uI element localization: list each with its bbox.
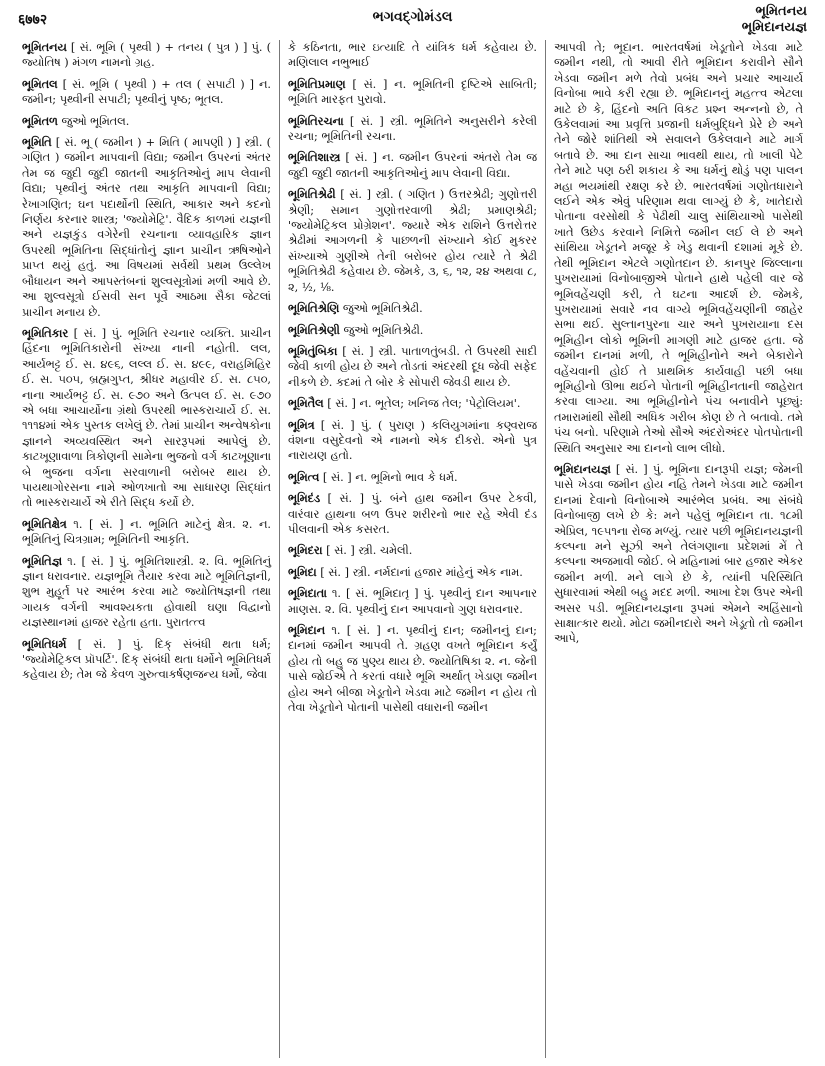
dictionary-entry (288, 301, 537, 316)
entry-definition: [ સં. ] સ્ત્રી. ( ગણિત ) ઉત્તરશ્રેઢી; ગુણોત્તરી શ્રેણી; સમાન ગુણોત્તરવાળી શ્રેઢી; પ્રમાણશ્રેઢી; 'જ્યોમેટ્રિકલ પ્રોગ્રેશન'. જ્યારે એક રાશિને ઉત્તરોત્તર શ્રેઢીમાં આગળની કે પાછળની સંખ્યાને કોઈ મુકરર સંખ્યાએ ગુણીએ તેની બરોબર હોય ત્યારે તે શ્રેઢી ભૂમિતિશ્રેઢી કહેવાય છે. જેમકે, ૩, ૬, ૧૨, ૨૪ અથવા ૮, ૨, ½, ⅛. (288, 188, 538, 294)
page-header (18, 4, 807, 38)
entry-definition: ૧. [ સં. ભૂમિદાતૃ ] પું. પૃથ્વીનું દાન આપનાર માણસ. ૨. વિ. પૃથ્વીનું દાન આપવાનો ગુણ ધરાવનાર. (288, 587, 537, 616)
dictionary-entry (22, 637, 271, 683)
entry-definition: કે કઠિનતા, ભાર ઇત્યાદિ તે યાંત્રિક ધર્મ કહેવાય છે. મણિલાલ નભુભાઈ (288, 41, 537, 70)
entry-definition: [ સં. ] સ્ત્રી. નર્મદાનાં હજાર માંહેનું એક નામ. (320, 565, 523, 579)
entry-definition: [ સં. ] સ્ત્રી. ભૂમિતિને અનુસરીને કરેલી રચના; ભૂમિતિની રચના. (288, 114, 538, 144)
dictionary-entry (288, 344, 537, 390)
dictionary-entry (288, 114, 537, 145)
dictionary-entry (288, 586, 537, 617)
page-number: ६७७२ (18, 12, 48, 28)
dictionary-entry (288, 623, 537, 715)
entry-headword: ભૂમિદા (288, 564, 317, 579)
dictionary-entry (288, 470, 537, 485)
entry-headword: ભૂમિતિશ્રેણી (288, 322, 340, 337)
dictionary-entry (288, 565, 537, 580)
entry-definition: જુઓ ભૂમિતિશ્રેઢી. (342, 302, 423, 316)
dictionary-entry (22, 326, 271, 511)
dictionary-entry (288, 418, 537, 464)
entry-headword: ભૂમિદાન (288, 623, 326, 637)
entry-headword: ભૂમિતિપ્રમાણ (288, 76, 346, 91)
book-title: ભગવદ્ગોમંડલ (372, 9, 453, 25)
entry-definition: [ સં. ભૂ ( જમીન ) + મિતિ ( માપણી ) ] સ્ત્રી. ( ગણિત ) જમીન માપવાની વિદ્યા; જમીન ઉપરનાં અંતર તેમ જ જુદી જુદી જાતની આકૃતિઓનું માપ લેવાની વિદ્યા; પૃથ્વીનું અંતર તથા આકૃતિ માપવાની વિદ્યા; રેખાગણિત; ઘન પદાર્થોની સ્થિતિ, આકાર અને કદનો નિર્ણય કરનાર શાસ્ત્ર; 'જ્યોમેટ્રિ'. વૈદિક કાળમાં યજ્ઞની અને યજ્ઞકુંડ વગેરેની રચનાના વ્યાવહારિક જ્ઞાન ઉપરથી ભૂમિતિના સિદ્ધાંતોનું જ્ઞાન પ્રાચીન ઋષિઓને પ્રાપ્ત થયું હતું. આ વિષયમાં સર્વથી પ્રથમ ઉલ્લેખ બૌધાયન અને આપસ્તંબનાં શુલ્વસૂત્રોમાં મળી આવે છે. આ શુલ્વસૂત્રો ઈસવી સન પૂર્વે આઠમા સૈકા જેટલાં પ્રાચીન મનાય છે. (22, 136, 271, 319)
entry-definition: [ સં. ] પું. બંને હાથ જમીન ઉપર ટેકવી, વારંવાર હાથના બળ ઉપર શરીરનો ભાર રહે એવી દંડ પીલવાની એક કસરત. (288, 492, 538, 536)
entry-headword: ભૂમિતિરચના (288, 113, 344, 128)
entry-definition: [ સં. ભૂમિ ( પૃથ્વી ) + તનય ( પુત્ર ) ] પું. ( જ્યોતિષ ) મંગળ નામનો ગ્રહ. (22, 41, 272, 70)
entry-headword: ભૂમિતિશાસ્ત્ર (288, 150, 341, 165)
entry-headword: ભૂમિતિકાર (22, 325, 69, 340)
entry-definition: ૧. [ સં. ] ન. પૃથ્વીનું દાન; જમીનનું દાન; દાનમાં જમીન આપવી તે. ગ્રહણ વખતે ભૂમિદાન કર્યું હોય તો બહુ જ પુણ્ય થાય છે. જ્યોતિષિકા ૨. ન. જેની પાસે જોઈએ તે કરતાં વધારે ભૂમિ અર્થાત્ ખેડાણ જમીન હોય અને બીજા ખેડૂતોને ખેડવા માટે જમીન ન હોય તો તેવા ખેડૂતોને પોતાની પાસેથી વધારાની જમીન (288, 624, 537, 715)
dictionary-entry (288, 40, 537, 71)
entry-definition: [ સં. ] પું. દિક્ સંબંધી થતા ધર્મ; 'જ્યોમેટ્રિકલ પ્રૉપર્ટિ'. દિક્ સંબંધી થતા ધર્મોને ભૂમિતિધર્મ કહેવાય છે; તેમ જે કેવળ ગુરુત્વાકર્ષણજન્ય ધર્મો, જેવા (22, 637, 271, 682)
entry-headword: ભૂમિદંડ (288, 491, 321, 506)
dictionary-entry (288, 150, 537, 181)
dictionary-entry (554, 462, 803, 647)
entry-headword: ભૂમિત્વ (288, 469, 320, 484)
guide-word-first: ભૂમિતનય (755, 4, 807, 19)
dictionary-entry (288, 396, 537, 411)
entry-headword: ભૂમિદાતા (288, 586, 327, 601)
entry-headword: ભૂમિદાનયજ્ઞ (554, 461, 611, 476)
dictionary-entry (22, 135, 271, 320)
dictionary-entry (288, 491, 537, 537)
entry-headword: ભૂમિતિજ્ઞ (22, 553, 62, 568)
dictionary-entry (22, 77, 271, 108)
entry-headword: ભૂમિતિ (22, 135, 52, 150)
entry-headword: ભૂમિતિધર્મ (22, 636, 67, 651)
entry-definition: જુઓ ભૂમિતલ. (61, 114, 130, 128)
entry-definition: [ સં. ભૂમિ ( પૃથ્વી ) + તલ ( સપાટી ) ] ન. જમીન; પૃથ્વીની સપાટી; પૃથ્વીનું પૃષ્ઠ; ભૂતલ. (22, 77, 272, 107)
entry-definition: ૧. [ સં. ] પું. ભૂમિતિશાસ્ત્રી. ૨. વિ. ભૂમિતિનું જ્ઞાન ધરાવનાર. યજ્ઞભૂમિ તૈયાર કરવા માટે ભૂમિતિજ્ઞની, શુભ મુહૂર્ત પર આરંભ કરવા માટે જ્યોતિષજ્ઞની તથા ગાયક વર્ગની આવશ્યકતા હોવાથી ઘણા વિદ્વાનો યજ્ઞસ્થાનમાં હાજર રહેતા હતા. પુરાતત્ત્વ (22, 554, 271, 630)
entry-definition: [ સં. ] પું. ભૂમિતિ રચનાર વ્યક્તિ. પ્રાચીન હિંદના ભૂમિતિકારોની સંખ્યા નાની નહોતી. લલ, આર્યભટ્ટ ઈ. સ. ૪૯૬, લલ્લ ઈ. સ. ૪૯૯, વરાહમિહિર ઈ. સ. ૫૦૫, બ્રહ્મગુપ્ત, શ્રીધર મહાવીર ઈ. સ. ૮૫૦, નાના આર્યભટ્ટ ઈ. સ. ૯૭૦ અને ઉત્પલ ઈ. સ. ૯૭૦ એ બધા આચાર્યોના ગ્રંથો ઉપરથી ભાસ્કરાચાર્યે ઈ. સ. ૧૧૧૪માં એક પુસ્તક લખેલું છે. તેમાં પ્રાચીન અન્વેષકોના જ્ઞાનને અવ્યવસ્થિત અને સારરૂપમાં આપેલું છે. કાટખૂણાવાળા ત્રિકોણની સામેના ભુજનો વર્ગ કાટખૂણાના બે ભુજના વર્ગના સરવાળાની બરોબર થાય છે. પાયથાગોરસના નામે ઓળખાતો આ સાધારણ સિદ્ધાંત તો ભાસ્કરાચાર્યે એ રીતે સિદ્ધ કર્યો છે. (22, 326, 271, 510)
entry-headword: ભૂમિતિશ્રેણિ (288, 301, 340, 316)
entry-headword: ભૂમિતનય (22, 40, 67, 54)
entry-definition: [ સં. ] ન. ભૂમિતિની દૃષ્ટિએ સાબિતી; ભૂમિતિ મારફત પુરાવો. (288, 77, 537, 107)
dictionary-entry (22, 554, 271, 631)
column-1 (14, 40, 279, 1058)
column-2 (279, 40, 545, 1058)
column-3 (545, 40, 811, 1058)
guide-word-last: ભૂમિદાનયજ્ઞ (741, 20, 807, 35)
entry-definition: જુઓ ભૂમિતિશ્રેઢી. (343, 323, 424, 337)
dictionary-entry (288, 543, 537, 558)
dictionary-entry (22, 40, 271, 71)
columns (14, 40, 811, 1058)
entry-headword: ભૂમિતિશ્રેઢી (288, 187, 336, 202)
entry-definition: [ સં. ] સ્ત્રી. પાતાળતુંબડી. તે ઉપરથી સાદી જેવી કાળી હોય છે અને તોડતાં અંદરથી દૂધ જેવી સફેદ નીકળે છે. કદમાં તે બોર કે સોપારી જેવડી થાય છે. (288, 344, 537, 389)
entry-definition: [ સં. ] ન. ભૂમિનો ભાવ કે ધર્મ. (322, 470, 458, 484)
entry-headword: ભૂમિતુંબિકા (288, 343, 338, 358)
entry-definition: [ સં. ] ન. જમીન ઉપરનાં અંતરો તેમ જ જુદી જુદી જાતની આકૃતિઓનું માપ લેવાની વિદ્યા. (288, 151, 537, 180)
entry-headword: ભૂમિતળ (22, 113, 58, 128)
entry-headword: ભૂમિત્ર (288, 417, 315, 432)
guide-words (742, 4, 807, 36)
entry-headword: ભૂમિતલ (22, 76, 58, 91)
dictionary-entry (22, 114, 271, 129)
entry-definition: [ સં. ] પું. ભૂમિના દાનરૂપી યજ્ઞ; જેમની પાસે ખેડવા જમીન હોય નહિ તેમને ખેડવા માટે જમીન દાનમાં દેવાનો વિનોબાએ આરંભેલ પ્રબંધ. આ સંબંધે વિનોબાજી લખે છે કે: મને પહેલું ભૂમિદાન તા. ૧૮મી એપ્રિલ, ૧૯૫૧ના રોજ મળ્યું. ત્યાર પછી ભૂમિદાનયજ્ઞની કલ્પના મને સૂઝી અને તેલંગણાના પ્રદેશમાં મેં તે કલ્પના અજમાવી જોઈ. બે મહિનામાં બાર હજાર એકર જમીન મળી. મને લાગે છે કે, ત્યાંની પરિસ્થિતિ સુધારવામાં એથી બહુ મદદ મળી. આખા દેશ ઉપર એની અસર પડી. ભૂમિદાનયજ્ઞના રૂપમાં એમને અહિંસાનો સાક્ષાત્કાર થયો. મોટા જમીનદારો અને ખેડૂતો તો જમીન આપે, (554, 462, 803, 646)
entry-definition: [ સં. ] પું. ( પુરાણ ) કલિયુગમાંના કણ્વરાજ વંશના વસુદેવનો એ નામનો એક દીકરો. એનો પુત્ર નારાયણ હતો. (288, 418, 537, 463)
dictionary-entry (288, 323, 537, 338)
entry-definition: આપવી તે; ભૂદાન. ભારતવર્ષમાં ખેડૂતોને ખેડવા માટે જમીન નથી, તો આવી રીતે ભૂમિદાન કરાવીને સૌને ખેડવા જમીન મળે તેવો પ્રબંધ અને પ્રચાર આચાર્ય વિનોબા ભાવે કરી રહ્યા છે. ભૂમિદાનનું મહત્ત્વ એટલા માટે છે કે, હિંદનો અતિ વિકટ પ્રશ્ન અન્નનો છે, તે ઉકેલવામાં આ પ્રવૃત્તિ પ્રજાની ધર્મબુદ્ધિને પ્રેરે છે અને તેને જોરે શાંતિથી એ સવાલને ઉકેલવાને માટે માર્ગ બતાવે છે. આ દાન સાચા ભાવથી થાય, તો ખાલી પેટે તેને માટે પણ ઠરી શકાય કે આ ધર્મનું થોડું પણ પાલન મહા ભયમાંથી રક્ષણ કરે છે. ભારતવર્ષમાં ગણોતધારાને લઈને એક એવું પરિણામ થવા લાગ્યું છે કે, ખાતેદારો પોતાના વરસોથી કે પેઢીથી ચાલુ સાંથિયાઓ પાસેથી ખાતે ઉછેડ કરવાને નિમિત્તે જમીન લઈ લે છે અને સાંથિયા ખેડૂતને મજૂર કે ખેડુ થવાની દશામાં મૂકે છે. તેથી ભૂમિદાન એટલે ગણોતદાન છે. કાનપુર જિલ્લાના પુખરાયામાં વિનોબાજીએ પોતાને હાથે પહેલી વાર જે ભૂમિવહેંચણી કરી, તે ઘટના આદર્શ છે. જેમકે, પુખરાયામાં સવારે નવ વાગ્યે ભૂમિવહેંચણીની જાહેર સભા થઈ. સુલ્તાનપુરના ચાર અને પુખરાયાના દસ ભૂમિહીન લોકો ભૂમિની માગણી માટે હાજર હતા. જે જમીન દાનમાં મળી, તે ભૂમિહીનોને અને બેકારોને વહેંચવાની હોઈ તે પ્રાથમિક કાર્યવાહી પછી બધા ભૂમિહીનો ઊભા થઈને પોતાની ભૂમિહીનતાની જાહેરાત કરવા લાગ્યા. આ ભૂમિહીનોને પંચ બનાવીને પૂછ્યું: તમારામાંથી સૌથી અધિક ગરીબ કોણ છે તે બતાવો. તમે પંચ બનો. પરિણામે તેઓ સૌએ અંદરોઅંદર પોતપોતાની સ્થિતિ અનુસાર આ દાનનો લાભ લીધો. (554, 41, 803, 455)
entry-definition: [ સં. ] ન. ભૂતેલ; ખનિજ તેલ; 'પેટ્રોલિયમ'. (327, 397, 521, 411)
entry-headword: ભૂમિતિક્ષેત્ર (22, 516, 67, 531)
entry-headword: ભૂમિદરા (288, 543, 323, 558)
entry-headword: ભૂમિતૈલ (288, 396, 324, 411)
entry-definition: [ સં. ] સ્ત્રી. ચમેલી. (326, 544, 413, 558)
dictionary-entry (288, 77, 537, 108)
dictionary-entry (554, 40, 803, 456)
dictionary-entry (22, 517, 271, 548)
entry-definition: ૧. [ સં. ] ન. ભૂમિતિ માટેનું ક્ષેત્ર. ૨. ન. ભૂમિતિનું ચિત્રગ્રામ; ભૂમિતિની આકૃતિ. (22, 517, 272, 547)
dictionary-entry (288, 187, 537, 295)
